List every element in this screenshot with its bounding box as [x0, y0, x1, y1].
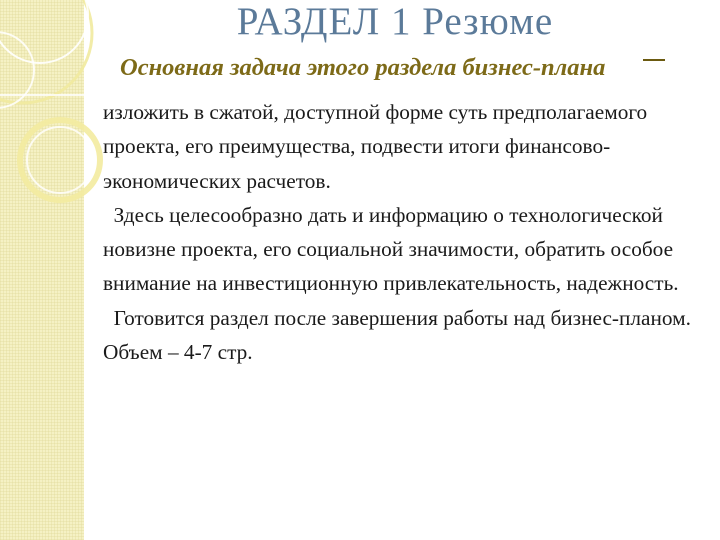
subtitle-dash — [643, 59, 665, 61]
deco-ring-inner — [27, 127, 93, 193]
paragraph-timing: Готовится раздел после завершения работы над бизнес-планом. — [113, 305, 691, 330]
paragraph-details: Здесь целесообразно дать и информацию о технологической новизне проекта, его социальной значимости, обратить особое внимание на инвестиционную привлекательность, надежность. — [103, 202, 679, 296]
slide-subtitle: Основная задача этого раздела бизнес-плана — [120, 54, 606, 81]
deco-ring — [20, 120, 100, 200]
paragraph-volume: Объем – 4-7 стр. — [103, 340, 253, 365]
slide-title: РАЗДЕЛ 1 Резюме — [236, 0, 554, 43]
paragraph-summary: изложить в сжатой, доступной форме суть предполагаемого проекта, его преимущества, подвести итоги финансово-экономических расчетов. — [103, 100, 648, 193]
slide-body — [103, 95, 718, 369]
